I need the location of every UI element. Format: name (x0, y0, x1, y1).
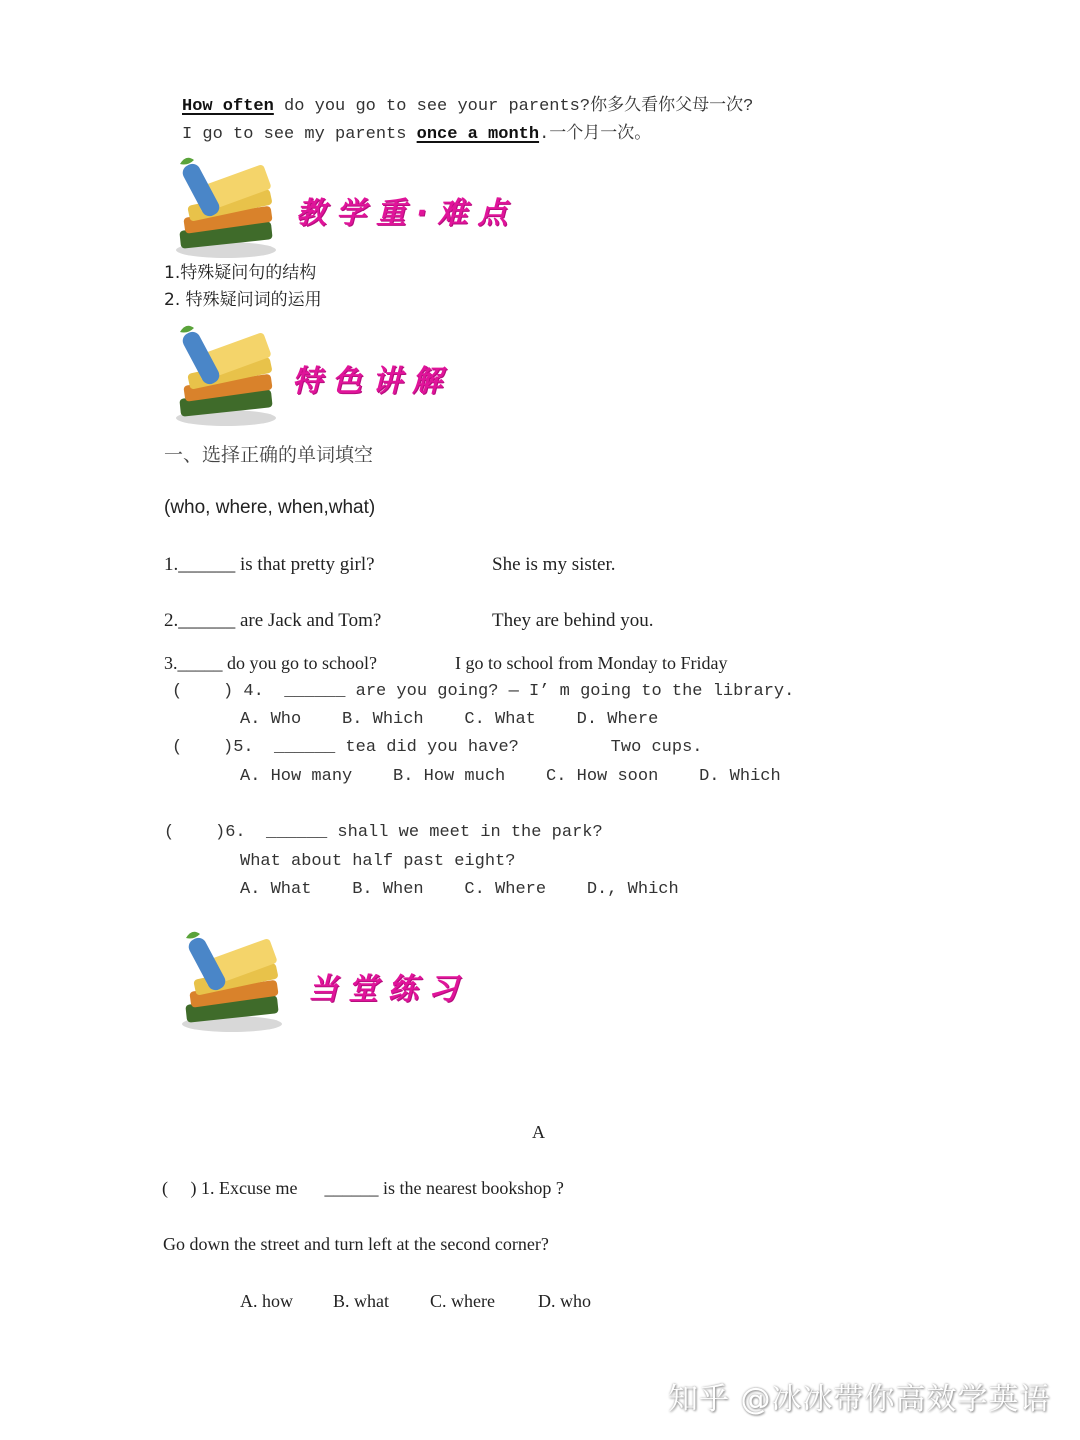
fill-answer-2: They are behind you. (492, 610, 654, 631)
watermark: 知乎 @冰冰带你高效学英语 (668, 1382, 1051, 1417)
fill-answer-1: She is my sister. (492, 554, 616, 575)
mc-question-5: ( )5. ______ tea did you have? Two cups. (172, 738, 703, 757)
fill-question-2: 2.______ are Jack and Tom? (164, 610, 382, 631)
practice-option-a: A. how (240, 1291, 293, 1311)
books-icon (172, 924, 292, 1034)
mc-options-5: A. How many B. How much C. How soon D. Which (240, 767, 781, 786)
practice-answer-1: Go down the street and turn left at the second corner? (163, 1234, 549, 1254)
intro-answer-rest: .一个月一次。 (539, 125, 652, 144)
intro-question-rest: do you go to see your parents?你多久看你父母一次? (273, 97, 754, 116)
heading-key-points: 教学重·难点 (296, 196, 518, 231)
fill-question-3: 3._____ do you go to school? (164, 653, 377, 673)
fill-question-1: 1.______ is that pretty girl? (164, 554, 375, 575)
intro-answer-prefix: I go to see my parents (182, 125, 417, 144)
practice-option-b: B. what (333, 1291, 389, 1311)
practice-option-c: C. where (430, 1291, 495, 1311)
mc-extra-6: What about half past eight? (240, 852, 516, 871)
word-bank: (who, where, when,what) (164, 497, 376, 518)
practice-option-d: D. who (538, 1291, 591, 1311)
books-icon (166, 318, 286, 428)
mc-options-6: A. What B. When C. Where D., Which (240, 880, 679, 899)
part-label: A (532, 1122, 545, 1142)
once-a-month-phrase: once a month (416, 125, 540, 144)
intro-question (182, 90, 753, 116)
key-point-1: 1.特殊疑问句的结构 (164, 263, 317, 283)
heading-explanation: 特色讲解 (292, 364, 452, 399)
intro-answer (182, 118, 651, 144)
mc-question-6: ( )6. ______ shall we meet in the park? (164, 823, 603, 842)
part-one-title: 一、选择正确的单词填空 (164, 444, 374, 466)
how-often-phrase: How often (182, 97, 274, 116)
books-icon (166, 150, 286, 260)
heading-practice: 当堂练习 (308, 972, 468, 1007)
mc-question-4: ( ) 4. ______ are you going? — I’ m going to the library. (172, 682, 795, 701)
fill-answer-3: I go to school from Monday to Friday (455, 653, 728, 673)
mc-options-4: A. Who B. Which C. What D. Where (240, 710, 659, 729)
key-point-2: 2. 特殊疑问词的运用 (164, 290, 322, 310)
practice-question-1: ( ) 1. Excuse me ______ is the nearest bookshop ? (162, 1178, 564, 1198)
